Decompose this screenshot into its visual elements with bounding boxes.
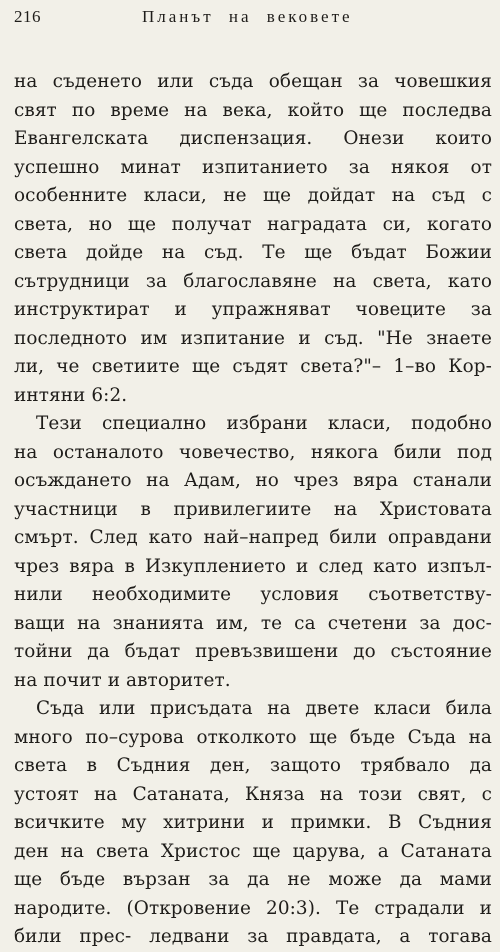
text-line: последното им изпитание и съд. "Не знаете — [14, 327, 492, 349]
paragraph-end-line: интяни 6:2. — [14, 384, 128, 406]
text-line: ващи на знанията им, те са счетени за дос- — [14, 612, 492, 634]
text-line: Евангелската диспензация. Онези които — [14, 128, 492, 149]
text-line: нили необходимите условия съответству- — [14, 584, 492, 605]
text-line: чрез вяра в Изкуплението и след като изпъл- — [14, 555, 492, 577]
body-text — [14, 68, 492, 952]
running-head — [0, 0, 500, 40]
text-line: ден на света Христос ще царува, а Сатаната — [14, 840, 492, 862]
paragraph-start-line: Тези специално избрани класи, подобно — [36, 413, 492, 434]
text-line: ще бъде вързан за да не може да мами — [14, 869, 492, 890]
text-line: сътрудници за благославяне на света, като — [14, 270, 492, 292]
text-line: успешно минат изпитанието за някоя от — [14, 156, 492, 178]
text-line: всичките му хитрини и примки. В Съдния — [14, 812, 492, 833]
text-line: света в Съдния ден, защото трябвало да — [14, 755, 492, 776]
text-line: били прес- ледвани за правдата, а тогава — [14, 926, 492, 947]
text-line: ли, че светиите ще съдят света?"– 1–во Кор- — [14, 356, 492, 377]
paragraph-start-line: Съда или присъдата на двете класи била — [36, 698, 492, 719]
paragraph-end-line: на почит и авторитет. — [14, 669, 231, 691]
text-line: на съденето или съда обещан за човешкия — [14, 71, 492, 92]
running-title: Планът на вековете — [142, 7, 353, 26]
text-line: на останалото човечество, някога били под — [14, 441, 492, 463]
text-line: свят по време на века, който ще последва — [14, 99, 492, 121]
page-number: 216 — [14, 7, 41, 26]
text-line: осъждането на Адам, но чрез вяра станали — [14, 470, 492, 491]
text-line: народите. (Откровение 20:3). Те страдали и — [14, 897, 492, 919]
text-line: тойни да бъдат превъзвишени до състояние — [14, 641, 492, 662]
text-line: участници в привилегиите на Христовата — [14, 498, 492, 520]
text-line: инструктират и упражняват човеците за — [14, 299, 492, 320]
text-line: много по–сурова отколкото ще бъде Съда на — [14, 726, 492, 748]
text-line: света дойде на съд. Те ще бъдат Божии — [14, 242, 492, 263]
text-line: света, но ще получат наградата си, когато — [14, 213, 492, 235]
text-line: смърт. След като най–напред били оправдани — [14, 527, 492, 548]
text-line: устоят на Сатаната, Княза на този свят, с — [14, 783, 492, 805]
text-line: особенните класи, не ще дойдат на съд с — [14, 185, 492, 206]
